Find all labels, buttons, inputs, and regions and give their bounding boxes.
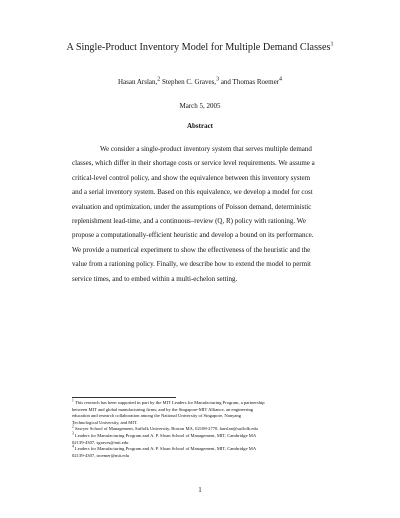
footnote-line [72, 433, 334, 440]
footnote-mark: 2 [72, 424, 74, 429]
abstract-line: We provide a numerical experiment to show the effectiveness of the heuristic and the [72, 245, 311, 254]
footnote-line: between MIT and global manufacturing firms; and by the Singapore-MIT Alliance, an engineering [72, 406, 254, 412]
abstract-line: service times, and to embed within a multi-echelon setting. [72, 274, 238, 283]
footnote-text: This research has been supported in part by the MIT Leaders for Manufacturing Program, a partnership [74, 400, 265, 405]
author-footnote-mark: 2 [157, 76, 161, 83]
abstract-line: value from a rationing policy. Finally, we describe how to extend the model to permit [72, 260, 311, 269]
page-number: 1 [198, 486, 202, 494]
footnote-text: Leaders for Manufacturing Program and A. P. Sloan School of Management, MIT, Cambridge MA [74, 432, 257, 438]
title-text: A Single-Product Inventory Model for Multiple Demand Classes [66, 42, 331, 53]
abstract-heading: Abstract [186, 122, 214, 130]
author-name: and Thomas Roemer [220, 78, 280, 86]
paper-date: March 5, 2005 [179, 102, 221, 110]
footnote-line: 02139-4307, troemer@mit.edu [72, 452, 129, 458]
author-list [0, 78, 400, 86]
footnote-line [72, 446, 334, 453]
paper-title [0, 42, 400, 53]
footnote-mark: 1 [72, 398, 74, 403]
footnote-line: 02139-4307, sgraves@mit.edu [72, 439, 129, 445]
footnote-divider [72, 397, 176, 398]
footnote-text: Leaders for Manufacturing Program and A. P. Sloan School of Management, MIT, Cambridge MA [74, 446, 257, 452]
footnote-mark: 3 [72, 431, 74, 436]
author-footnote-mark: 3 [216, 76, 220, 83]
abstract-line: We consider a single-product inventory system that serves multiple demand [100, 145, 312, 153]
abstract-line: critical-level control policy, and show the equivalence between this inventory system [72, 173, 311, 182]
footnote [72, 446, 334, 459]
abstract-line: classes, which differ in their shortage costs or service level requirements. We assume a [72, 159, 315, 168]
footnote-line: education and research collaboration among the National University of Singapore, Nanyang [72, 413, 242, 419]
footnotes [72, 400, 334, 459]
footnote-mark: 4 [72, 444, 74, 449]
abstract-line: replenishment lead-time, and a continuous–review (Q, R) policy with rationing. We [72, 217, 306, 226]
abstract-body [72, 142, 334, 286]
abstract-line: and a serial inventory system. Based on this equivalence, we develop a model for cost [72, 188, 313, 197]
footnote-line [72, 400, 334, 407]
footnote-line: Technological University, and MIT. [72, 419, 138, 425]
author-footnote-mark: 4 [279, 76, 283, 83]
abstract-line: evaluation and optimization, under the assumptions of Poisson demand, deterministic [72, 202, 312, 211]
footnote [72, 433, 334, 446]
abstract-line: propose a computationally-efficient heuristic and develop a bound on its performance. [72, 231, 314, 240]
footnote-text: Sawyer School of Management, Suffolk University, Boston MA, 02108-2770, harslan@suffolk.edu [74, 426, 258, 432]
author-name: Stephen C. Graves, [162, 78, 217, 86]
title-footnote-mark: 1 [330, 41, 334, 48]
footnote [72, 400, 334, 426]
author-name: Hasan Arslan, [117, 78, 158, 86]
